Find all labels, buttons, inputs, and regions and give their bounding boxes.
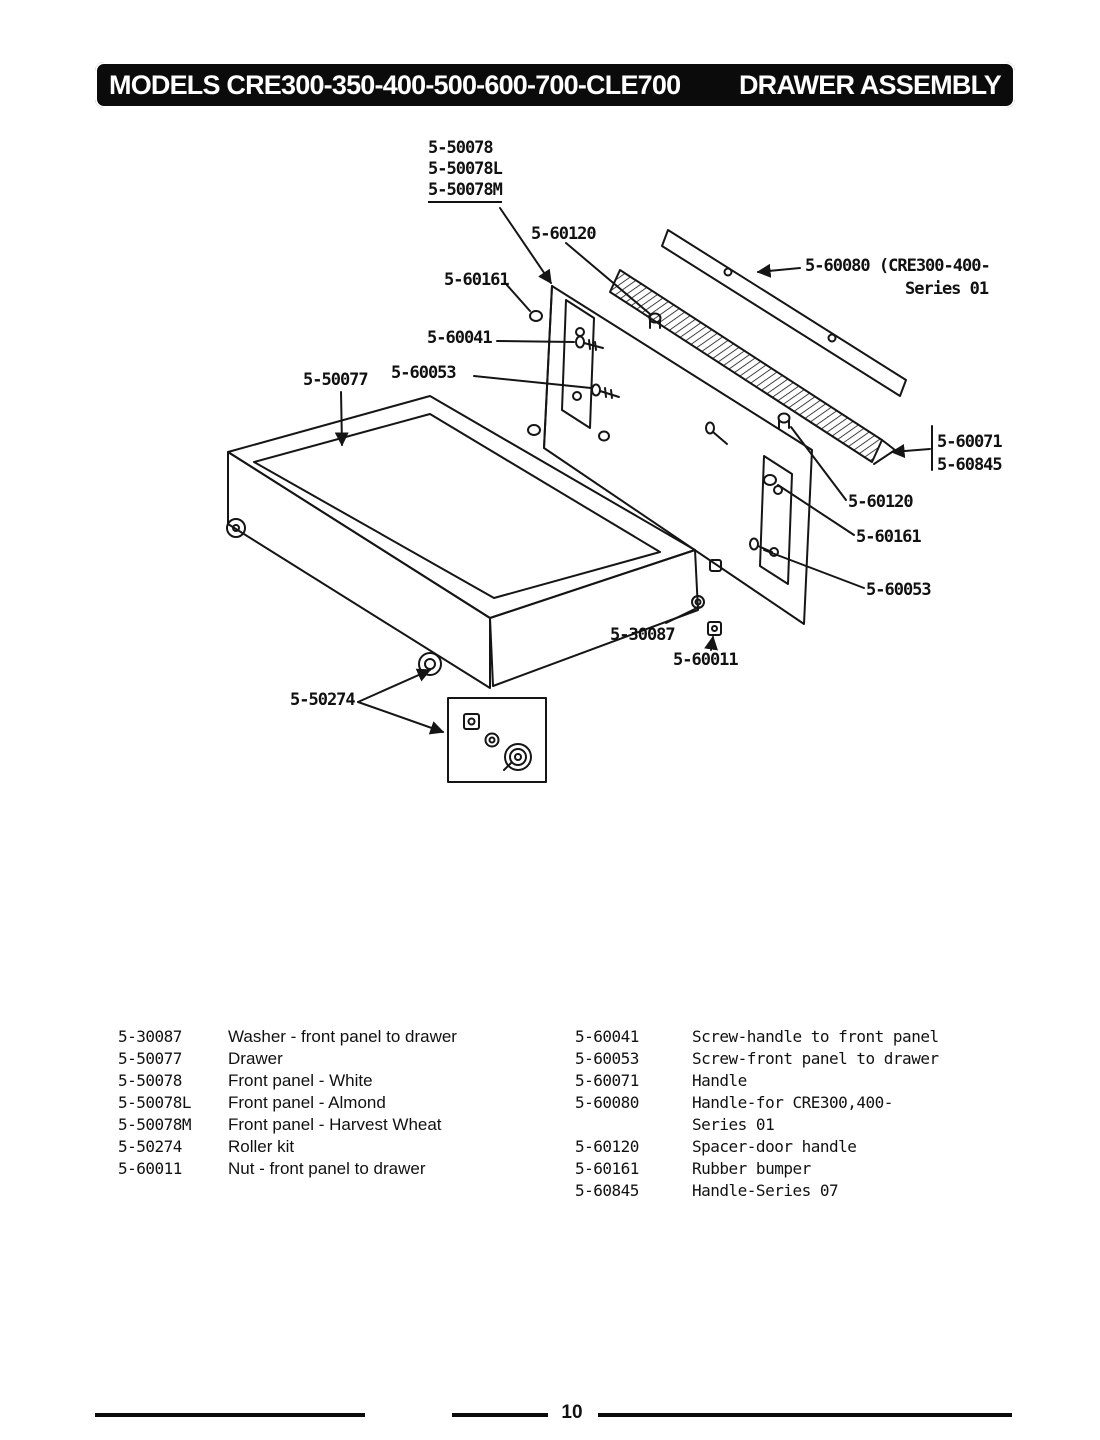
header-models: MODELS CRE300-350-400-500-600-700-CLE700 [109,69,681,100]
callout-5-60161-bottom: 5-60161 [856,527,921,547]
part-number: 5-50078 [118,1071,182,1090]
parts-row [575,1114,1075,1136]
part-desc: Washer - front panel to drawer [228,1027,457,1046]
parts-row [118,1026,563,1048]
callout-5-50077: 5-50077 [303,370,368,390]
page-number: 10 [561,1402,583,1423]
part-desc: Handle-Series 07 [692,1181,839,1200]
callout-5-50078: 5-50078 [428,138,493,158]
parts-row [118,1136,563,1158]
parts-row [575,1180,1075,1202]
part-desc: Handle [692,1071,747,1090]
parts-row [575,1048,1075,1070]
part-number: 5-60011 [118,1159,182,1178]
parts-row [575,1092,1075,1114]
parts-row [118,1092,563,1114]
header-title: DRAWER ASSEMBLY [738,69,1001,100]
parts-list-right [575,1026,1075,1202]
callout-5-60041: 5-60041 [427,328,492,348]
part-number: 5-60041 [575,1027,639,1046]
part-desc: Roller kit [228,1137,295,1156]
callout-5-50078L: 5-50078L [428,159,502,179]
part-number: 5-60120 [575,1137,639,1156]
part-number: 5-60053 [575,1049,639,1068]
parts-row [575,1070,1075,1092]
parts-row [575,1158,1075,1180]
part-desc: Front panel - Almond [228,1093,386,1112]
part-number: 5-50078L [118,1093,192,1112]
callout-5-60011: 5-60011 [673,650,738,670]
callout-5-50078M: 5-50078M [428,180,502,203]
part-desc: Drawer [228,1049,283,1068]
parts-row [118,1114,563,1136]
part-number [575,1114,692,1136]
parts-row [575,1136,1075,1158]
part-number: 5-50078M [118,1115,192,1134]
callout-5-60053-top: 5-60053 [391,363,456,383]
callout-5-60161-top: 5-60161 [444,270,509,290]
callout-5-60071: 5-60071 [937,432,1002,452]
parts-row [575,1026,1075,1048]
part-number: 5-60080 [575,1093,639,1112]
part-desc: Front panel - Harvest Wheat [228,1115,442,1134]
parts-row [118,1048,563,1070]
callout-5-30087: 5-30087 [610,625,675,645]
callout-5-60845: 5-60845 [937,455,1002,475]
part-number: 5-50274 [118,1137,182,1156]
part-number: 5-30087 [118,1027,182,1046]
callout-5-60120-top: 5-60120 [531,224,596,244]
part-number: 5-60161 [575,1159,639,1178]
part-desc: Screw-front panel to drawer [692,1049,939,1068]
part-desc: Rubber bumper [692,1159,811,1178]
parts-list-left [118,1026,563,1180]
callout-5-50274: 5-50274 [290,690,355,710]
parts-row [118,1158,563,1180]
parts-row [118,1070,563,1092]
callout-5-60120-bottom: 5-60120 [848,492,913,512]
part-desc: Spacer-door handle [692,1137,857,1156]
callout-5-60080: 5-60080 (CRE300-400- [805,256,990,276]
footer-rule-mid [452,1413,548,1417]
part-number: 5-50077 [118,1049,182,1068]
part-desc: Handle-for CRE300,400- [692,1093,893,1112]
part-desc: Series 01 [692,1115,775,1134]
part-number: 5-60071 [575,1071,639,1090]
footer-rule-left [95,1413,365,1417]
part-desc: Front panel - White [228,1071,373,1090]
part-number: 5-60845 [575,1181,639,1200]
part-desc: Nut - front panel to drawer [228,1159,426,1178]
part-desc: Screw-handle to front panel [692,1027,939,1046]
footer-rule-right [598,1413,1012,1417]
callout-5-60080-series: Series 01 [905,279,989,299]
callout-5-60053-bottom: 5-60053 [866,580,931,600]
